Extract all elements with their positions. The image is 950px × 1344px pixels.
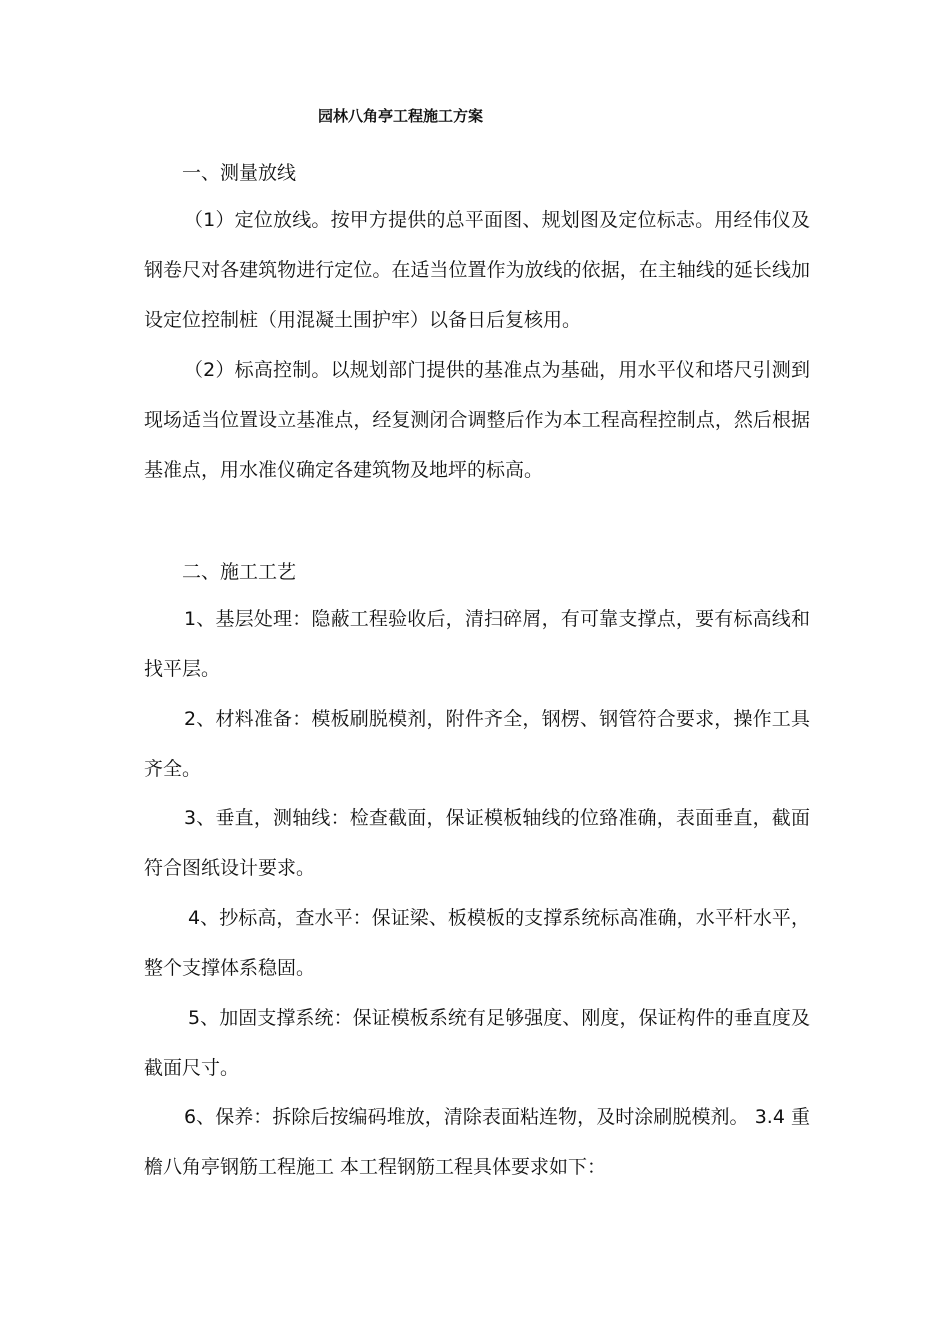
paragraph-material-prep: 2、材料准备：模板刷脱模剂，附件齐全，钢楞、钢管符合要求，操作工具齐全。 bbox=[144, 708, 810, 780]
paragraph-leveling: 4、抄标高，查水平：保证梁、板模板的支撑系统标高准确，水平杆水平，整个支撑体系稳固。 bbox=[144, 907, 810, 979]
section-heading-process: 二、施工工艺 bbox=[182, 561, 297, 583]
paragraph-positioning: （1）定位放线。按甲方提供的总平面图、规划图及定位标志。用经伟仪及钢卷尺对各建筑物进行定位。在适当位置作为放线的依据，在主轴线的延长线加设定位控制桩（用混凝土围护牢）以备日后复核用。 bbox=[144, 209, 810, 331]
paragraph-elevation-control: （2）标高控制。以规划部门提供的基准点为基础，用水平仪和塔尺引测到现场适当位置设立基准点，经复测闭合调整后作为本工程高程控制点，然后根据基准点，用水准仪确定各建筑物及地坪的标高。 bbox=[144, 359, 810, 481]
paragraph-support-system: 5、加固支撑系统：保证模板系统有足够强度、刚度，保证构件的垂直度及截面尺寸。 bbox=[144, 1007, 810, 1079]
document-title: 园林八角亭工程施工方案 bbox=[318, 107, 484, 125]
paragraph-base-treatment: 1、基层处理：隐蔽工程验收后，清扫碎屑，有可靠支撑点，要有标高线和找平层。 bbox=[144, 608, 810, 680]
paragraph-maintenance: 6、保养：拆除后按编码堆放，清除表面粘连物，及时涂刷脱模剂。 3.4 重檐八角亭钢筋工程施工 本工程钢筋工程具体要求如下： bbox=[144, 1106, 810, 1178]
paragraph-vertical-axis: 3、垂直，测轴线：检查截面，保证模板轴线的位臵准确，表面垂直，截面符合图纸设计要求。 bbox=[144, 807, 810, 879]
section-heading-survey: 一、测量放线 bbox=[182, 162, 297, 184]
